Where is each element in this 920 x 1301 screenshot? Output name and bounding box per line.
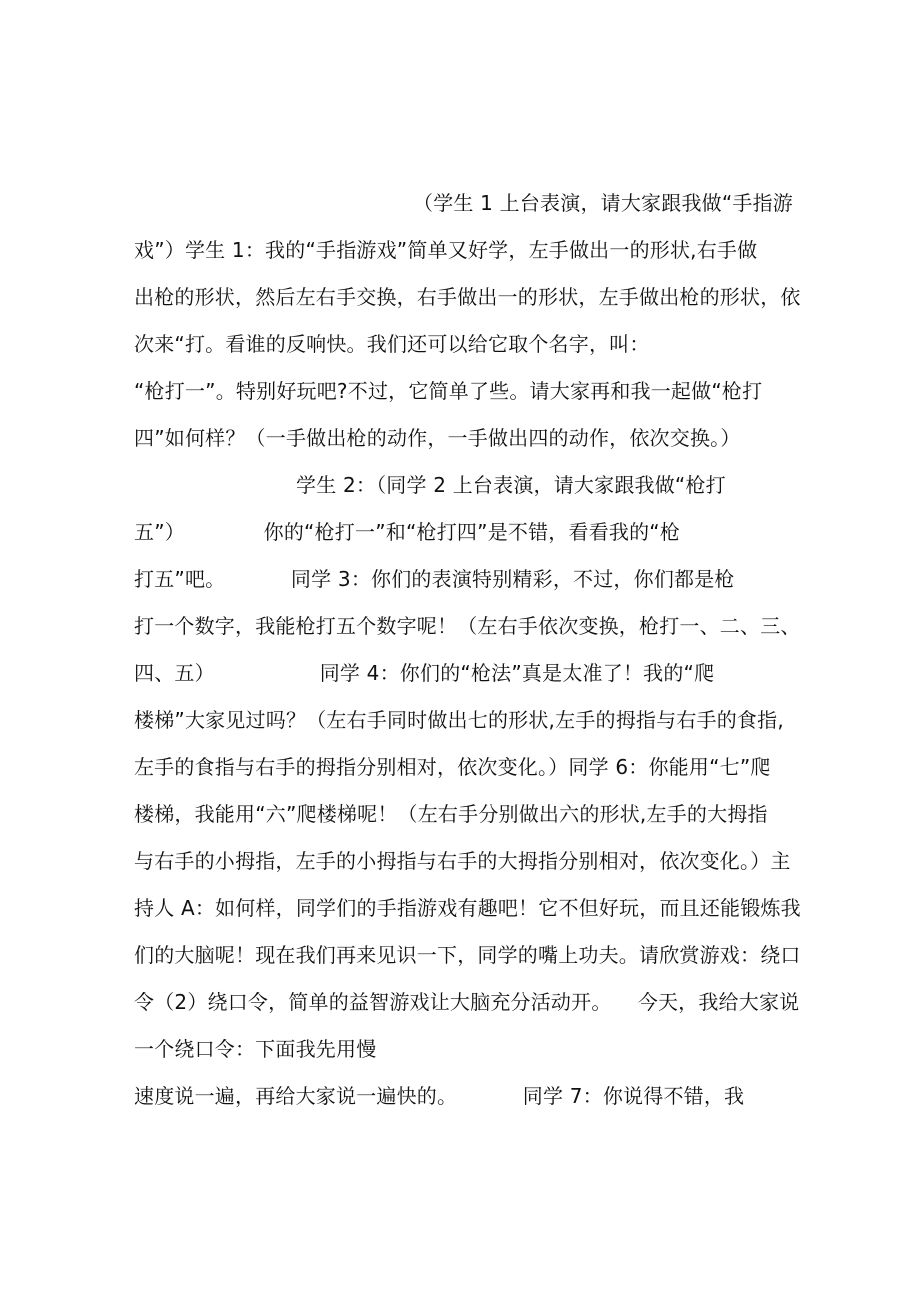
text-line-1: （学生 1 上台表演，请大家跟我做“手指游 [413,191,794,215]
text-line-20: 速度说一遍，再给大家说一遍快的。 同学 7：你说得不错，我 [134,1084,745,1108]
text-line-4: 次来“打。看谁的反响快。我们还可以给它取个名字，叫： [134,332,650,356]
text-line-18: 令（2）绕口令，简单的益智游戏让大脑充分活动开。 今天，我给大家说 [134,990,800,1014]
text-line-9: 打五”吧。 同学 3：你们的表演特别精彩，不过，你们都是枪 [134,567,735,591]
text-line-10: 打一个数字，我能枪打五个数字呢！（左右手依次变换，枪打一、二、三、 [134,614,801,638]
text-line-5: “枪打一”。特别好玩吧?不过，它简单了些。请大家再和我一起做“枪打 [134,379,763,403]
text-line-3: 出枪的形状，然后左右手交换，右手做出一的形状，左手做出枪的形状，依 [134,285,801,309]
text-line-14: 楼梯，我能用“六”爬楼梯呢！（左右手分别做出六的形状,左手的大拇指 [134,802,768,826]
text-line-12: 楼梯”大家见过吗？（左右手同时做出七的形状,左手的拇指与右手的食指, [134,708,784,732]
text-line-16: 持人 A：如何样，同学们的手指游戏有趣吧！它不但好玩，而且还能锻炼我 [134,896,801,920]
text-line-15: 与右手的小拇指，左手的小拇指与右手的大拇指分别相对，依次变化。）主 [134,849,791,873]
text-line-6: 四”如何样？（一手做出枪的动作，一手做出四的动作，依次交换。） [134,426,741,450]
text-line-11: 四、五） 同学 4：你们的“枪法”真是太准了！我的“爬 [134,661,715,685]
text-line-8: 五”） 你的“枪打一”和“枪打四”是不错，看看我的“枪 [134,520,681,544]
text-line-7: 学生 2：（同学 2 上台表演，请大家跟我做“枪打 [296,473,726,497]
text-line-17: 们的大脑呢！现在我们再来见识一下，同学的嘴上功夫。请欣赏游戏：绕口 [134,943,801,967]
text-line-19: 一个绕口令：下面我先用慢 [134,1037,377,1061]
text-line-2: 戏”）学生 1：我的“手指游戏”简单又好学，左手做出一的形状,右手做 [134,238,758,262]
text-line-13: 左手的食指与右手的拇指分别相对，依次变化。）同学 6：你能用“七”爬 [134,755,771,779]
